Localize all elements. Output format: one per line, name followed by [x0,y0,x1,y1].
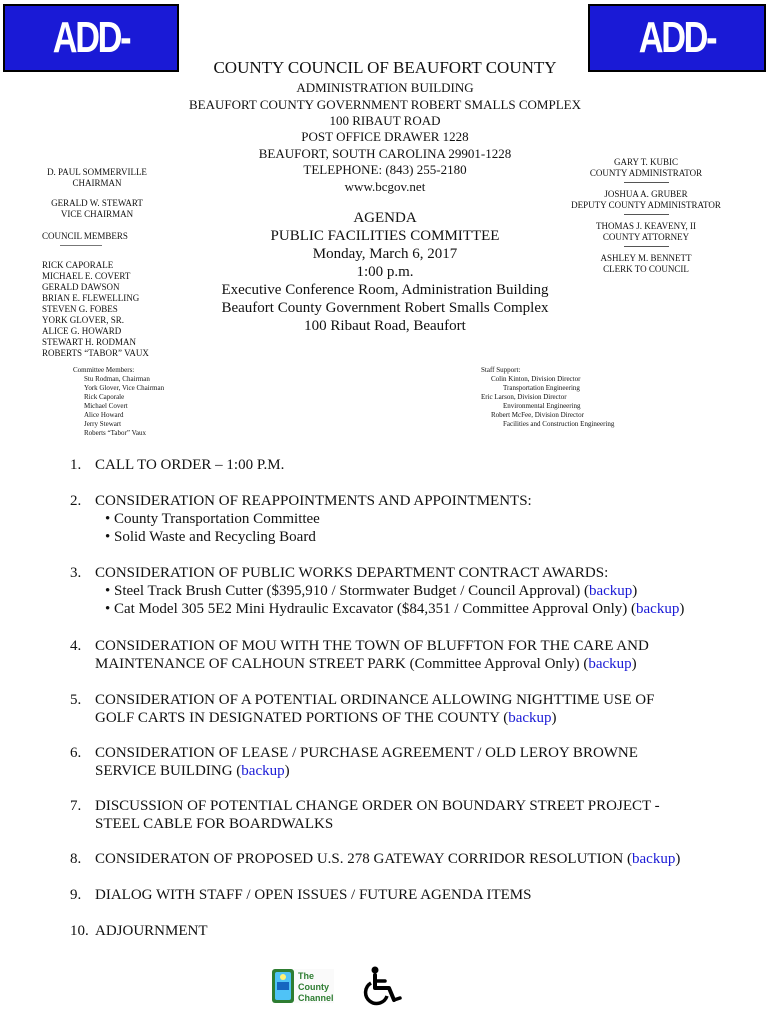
council-members-heading: COUNCIL MEMBERS [42,231,128,241]
item-text: MAINTENANCE OF CALHOUN STREET PARK (Committee Approval Only) ( [95,656,589,672]
backup-link[interactable]: backup [636,601,680,617]
staff-support-heading: Staff Support: [481,366,521,374]
meeting-address: 100 Ribaut Road, Beaufort [304,318,466,334]
county-title: COUNTY COUNCIL OF BEAUFORT COUNTY [213,58,557,77]
item-text-line-1: CONSIDERATION OF A POTENTIAL ORDINANCE ALLOWING NIGHTTIME USE OF [95,692,655,708]
item-text: CALL TO ORDER – 1:00 P.M. [95,457,285,473]
list-item: ALICE G. HOWARD [42,326,122,336]
item-text: GOLF CARTS IN DESIGNATED PORTIONS OF THE COUNTY ( [95,710,509,726]
deputy-title: DEPUTY COUNTY ADMINISTRATOR [571,200,721,210]
vice-chairman-title: VICE CHAIRMAN [60,209,134,219]
list-item: Robert McFee, Division Director [491,411,584,419]
meeting-room: Executive Conference Room, Administration Building [221,282,549,298]
list-item: Stu Rodman, Chairman [84,375,150,383]
item-number: 6. [70,745,82,761]
list-item: Facilities and Construction Engineering [503,420,615,428]
item-text: CONSIDERATION OF REAPPOINTMENTS AND APPOINTMENTS: [95,493,532,509]
item-text: CONSIDERATON OF PROPOSED U.S. 278 GATEWAY CORRIDOR RESOLUTION ( [95,851,632,867]
administrator-title: COUNTY ADMINISTRATOR [589,168,703,178]
agenda-heading: AGENDA [353,210,417,226]
header-line-building: ADMINISTRATION BUILDING [296,80,474,95]
list-item: Michael Covert [84,402,128,410]
list-item: Rick Caporale [84,393,125,401]
clerk-name: ASHLEY M. BENNETT [600,253,692,263]
item-text: DIALOG WITH STAFF / OPEN ISSUES / FUTURE AGENDA ITEMS [95,887,532,903]
vice-chairman-name: GERALD W. STEWART [51,198,143,208]
clerk-title: CLERK TO COUNCIL [603,264,689,274]
item-number: 1. [70,457,82,473]
list-item: GERALD DAWSON [42,282,120,292]
list-item: Colin Kinton, Division Director [491,375,581,383]
item-text: CONSIDERATON OF PROPOSED U.S. 278 GATEWAY CORRIDOR RESOLUTION (backup) [95,851,681,867]
item-text-line-2: GOLF CARTS IN DESIGNATED PORTIONS OF THE COUNTY (backup) [95,710,557,726]
wheelchair-accessible-icon [361,966,405,1006]
item-text-line-2: SERVICE BUILDING (backup) [95,763,290,779]
backup-link[interactable]: backup [632,851,676,867]
item-text: SERVICE BUILDING ( [95,763,242,779]
administrator-name: GARY T. KUBIC [613,157,679,167]
item-number: 9. [70,887,82,903]
item-text-line-2: MAINTENANCE OF CALHOUN STREET PARK (Committee Approval Only) (backup) [95,656,637,672]
attorney-name: THOMAS J. KEAVENY, II [596,221,696,231]
item-number: 4. [70,638,82,654]
meeting-time: 1:00 p.m. [356,264,414,280]
list-item: BRIAN E. FLEWELLING [42,293,140,303]
backup-link[interactable]: backup [588,583,633,599]
list-item: ROBERTS “TABOR” VAUX [42,348,149,358]
list-item: STEWART H. RODMAN [42,337,137,347]
bullet-item: • County Transportation Committee [105,511,320,527]
item-text-line-1: DISCUSSION OF POTENTIAL CHANGE ORDER ON BOUNDARY STREET PROJECT - [95,798,660,814]
header-line-city: BEAUFORT, SOUTH CAROLINA 29901-1228 [258,146,512,161]
bullet-text: • Cat Model 305 5E2 Mini Hydraulic Excavator ($84,351 / Committee Approval Only) ( [105,601,636,617]
item-number: 10. [70,923,89,939]
item-text-line-1: CONSIDERATION OF MOU WITH THE TOWN OF BLUFFTON FOR THE CARE AND [95,638,649,654]
backup-link[interactable]: backup [508,710,552,726]
list-item: YORK GLOVER, SR. [42,315,125,325]
committee-name: PUBLIC FACILITIES COMMITTEE [270,228,500,244]
county-channel-logo [272,968,334,1004]
item-text: ADJOURNMENT [95,923,208,939]
item-text-line-1: CONSIDERATION OF LEASE / PURCHASE AGREEMENT / OLD LEROY BROWNE [95,745,638,761]
logo-text-channel: Channel [298,993,334,1003]
item-number: 7. [70,798,82,814]
header-line-complex: BEAUFORT COUNTY GOVERNMENT ROBERT SMALLS COMPLEX [189,97,581,112]
item-number: 2. [70,493,82,509]
list-item: Alice Howard [84,411,124,419]
backup-link[interactable]: backup [241,763,285,779]
staff-support-list [481,375,614,429]
bullet-item: • Cat Model 305 5E2 Mini Hydraulic Excavator ($84,351 / Committee Approval Only) (backup) [105,601,685,617]
logo-text-the: The [298,971,315,981]
item-number: 5. [70,692,82,708]
list-item: York Glover, Vice Chairman [84,384,165,392]
add-ons-badge-right: ADD-ONS [588,4,766,72]
header-line-po-box: POST OFFICE DRAWER 1228 [301,129,469,144]
list-item: Jerry Stewart [84,420,122,428]
header-line-website: www.bcgov.net [344,179,426,194]
list-item: MICHAEL E. COVERT [42,271,131,281]
chairman-title: CHAIRMAN [72,178,122,188]
committee-members-list [84,375,164,438]
add-ons-badge-left: ADD-ONS [3,4,179,72]
committee-members-heading: Committee Members: [73,366,135,374]
bullet-text: • Steel Track Brush Cutter ($395,910 / Stormwater Budget / Council Approval) ( [105,583,589,599]
header-line-telephone: TELEPHONE: (843) 255-2180 [303,162,467,177]
attorney-title: COUNTY ATTORNEY [602,232,690,242]
backup-link[interactable]: backup [588,656,632,672]
deputy-name: JOSHUA A. GRUBER [604,189,688,199]
item-text: CONSIDERATION OF PUBLIC WORKS DEPARTMENT CONTRACT AWARDS: [95,565,609,581]
item-text-line-2: STEEL CABLE FOR BOARDWALKS [95,816,334,832]
header-line-road: 100 RIBAUT ROAD [329,113,441,128]
divider [624,182,669,183]
bullet-item: • Steel Track Brush Cutter ($395,910 / Stormwater Budget / Council Approval) (backup) [105,583,638,599]
meeting-date: Monday, March 6, 2017 [312,246,458,262]
logo-text-county: County [298,982,329,992]
chairman-name: D. PAUL SOMMERVILLE [47,167,147,177]
item-number: 8. [70,851,82,867]
list-item: Environmental Engineering [503,402,581,410]
item-number: 3. [70,565,82,581]
list-item: STEVEN G. FOBES [42,304,118,314]
list-item: Eric Larson, Division Director [481,393,567,401]
list-item: Transportation Engineering [503,384,580,392]
bullet-item: • Solid Waste and Recycling Board [105,529,316,545]
meeting-complex: Beaufort County Government Robert Smalls Complex [221,300,549,316]
list-item: Roberts “Tabor” Vaux [84,429,146,437]
list-item: RICK CAPORALE [42,260,114,270]
